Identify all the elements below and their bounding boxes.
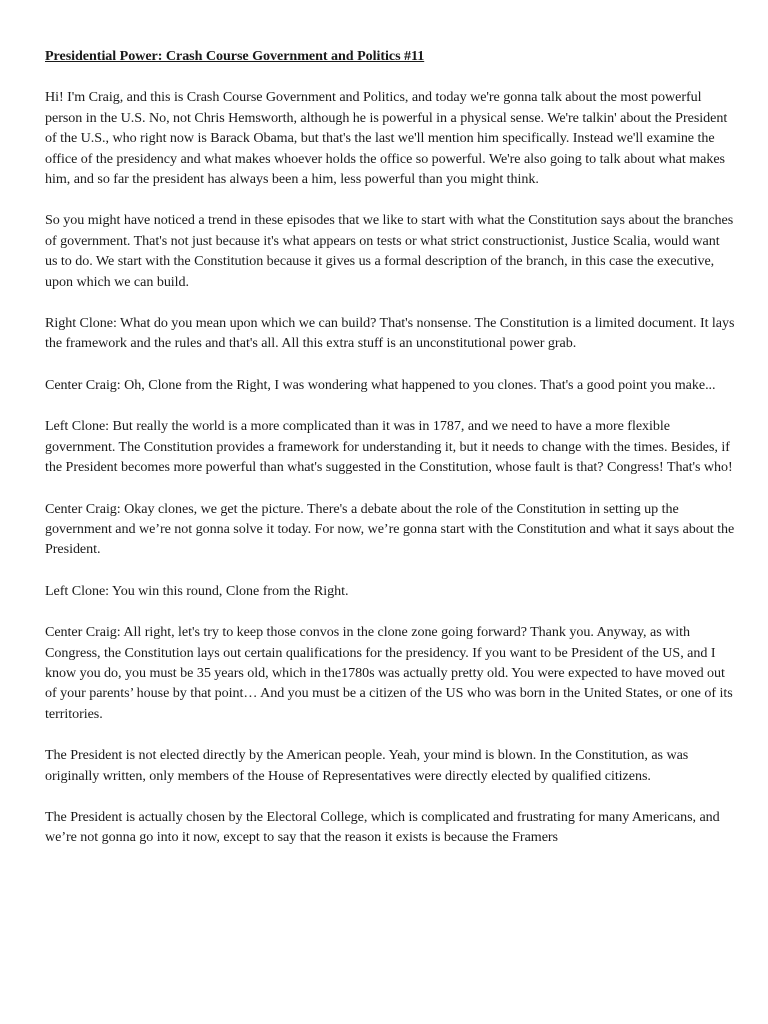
paragraph-center-craig-1: Center Craig: Oh, Clone from the Right, I was wondering what happened to you clones. That's a good point you make... xyxy=(45,376,716,393)
paragraph-right-clone: Right Clone: What do you mean upon which we can build? That's nonsense. The Constitution is a limited document. It lays the framework and the rules and that's all. All this extra stuff is an unconstitutional power grab. xyxy=(45,315,735,352)
paragraph-constitution-trend: So you might have noticed a trend in these episodes that we like to start with what the Constitution says about the branches of government. That's not just because it's what appears on tests or what strict constructionist, Justice Scalia, would want us to do. We start with the Constitution because it gives us a formal description of the branch, in this case the executive, upon which we can build. xyxy=(45,212,734,290)
paragraph-center-craig-2: Center Craig: Okay clones, we get the picture. There's a debate about the role of the Constitution in setting up the government and we’re not gonna solve it today. For now, we’re gonna start with the Constitution and what it says about the President. xyxy=(45,500,735,558)
paragraph-qualifications: Center Craig: All right, let's try to keep those convos in the clone zone going forward? Thank you. Anyway, as with Congress, the Constitution lays out certain qualifications for the presidency. If you want to be President of the US, and I know you do, you must be 35 years old, which in the1780s was actually pretty old. You were expected to have moved out of your parents’ house by that point… And you must be a citizen of the US who was born in the United States, or one of its territories. xyxy=(45,624,733,722)
paragraph-not-elected-directly: The President is not elected directly by the American people. Yeah, your mind is blown. In the Constitution, as was originally written, only members of the House of Representatives were directly elected by qualified citizens. xyxy=(45,747,689,784)
paragraph-electoral-college: The President is actually chosen by the Electoral College, which is complicated and frustrating for many Americans, and we’re not gonna go into it now, except to say that the reason it exists is because the Framers xyxy=(45,808,720,846)
document-title: Presidential Power: Crash Course Government and Politics #11 xyxy=(45,48,425,64)
document-body xyxy=(45,46,735,869)
paragraph-left-clone-1: Left Clone: But really the world is a more complicated than it was in 1787, and we need to have a more flexible government. The Constitution provides a framework for understanding it, but it needs to change with the times. Besides, if the President becomes more powerful than what's suggested in the Constitution, whose fault is that? Congress! That's who! xyxy=(45,418,733,476)
paragraph-intro: Hi! I'm Craig, and this is Crash Course Government and Politics, and today we're gonna talk about the most powerful person in the U.S. No, not Chris Hemsworth, although he is powerful in a physical sense. We're talkin' about the President of the U.S., who right now is Barack Obama, but that's the last we'll mention him specifically. Instead we'll examine the office of the presidency and what makes whoever holds the office so powerful. We're also going to talk about what makes him, and so far the president has always been a him, less powerful than you might think. xyxy=(45,89,728,188)
paragraph-left-clone-2: Left Clone: You win this round, Clone from the Right. xyxy=(45,582,349,599)
